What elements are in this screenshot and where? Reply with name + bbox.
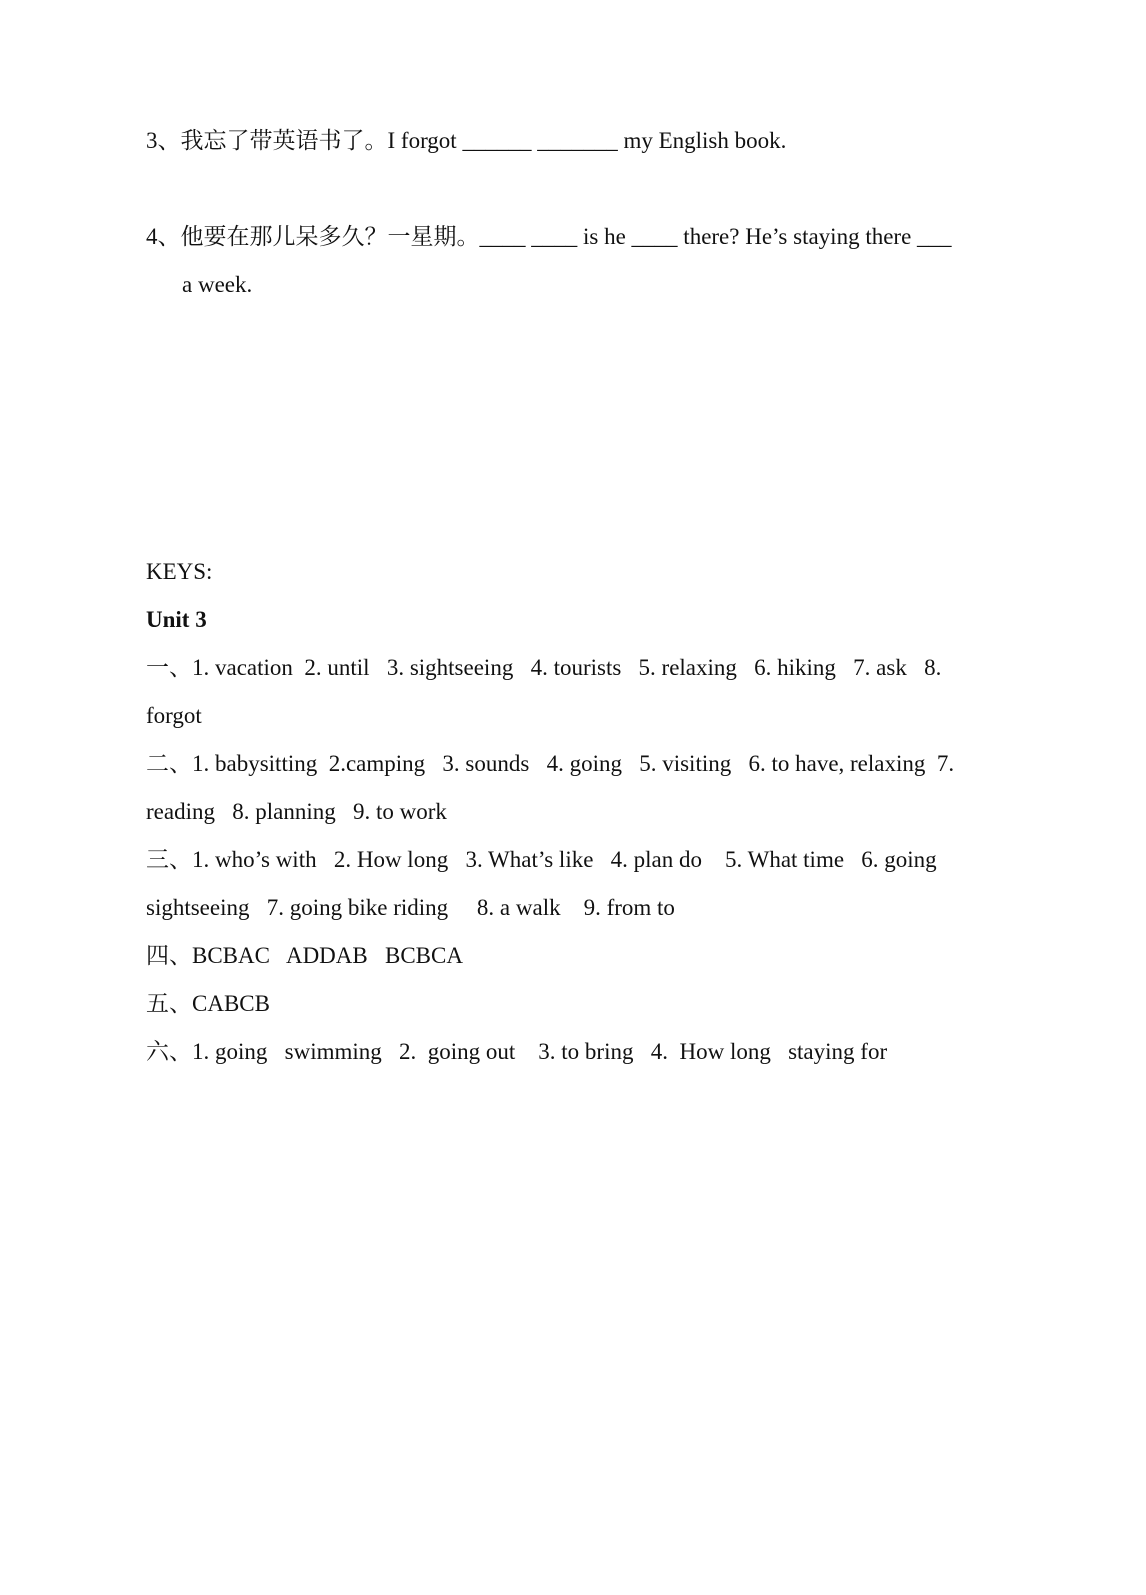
key-line: 四、BCBAC ADDAB BCBCA: [146, 943, 463, 968]
key-line: 五、CABCB: [146, 991, 270, 1016]
key-line: forgot: [146, 703, 202, 728]
unit-heading: Unit 3: [146, 607, 207, 632]
key-line: 六、1. going swimming 2. going out 3. to bring 4. How long staying for: [146, 1039, 888, 1064]
exercise-item-4-line-1: 4、他要在那儿呆多久？一星期。____ ____ is he ____ there? He’s staying there ___: [146, 224, 952, 249]
key-line: 一、1. vacation 2. until 3. sightseeing 4. tourists 5. relaxing 6. hiking 7. ask 8.: [146, 655, 942, 680]
keys-heading: KEYS:: [146, 559, 213, 584]
key-line: 三、1. who’s with 2. How long 3. What’s like 4. plan do 5. What time 6. going: [146, 847, 937, 872]
key-line: reading 8. planning 9. to work: [146, 799, 447, 824]
exercise-item-4-line-2: a week.: [182, 272, 253, 297]
key-line: 二、1. babysitting 2.camping 3. sounds 4. going 5. visiting 6. to have, relaxing 7.: [146, 751, 955, 776]
exercise-item-3: 3、我忘了带英语书了。I forgot ______ _______ my English book.: [146, 128, 787, 153]
key-line: sightseeing 7. going bike riding 8. a walk 9. from to: [146, 895, 675, 920]
